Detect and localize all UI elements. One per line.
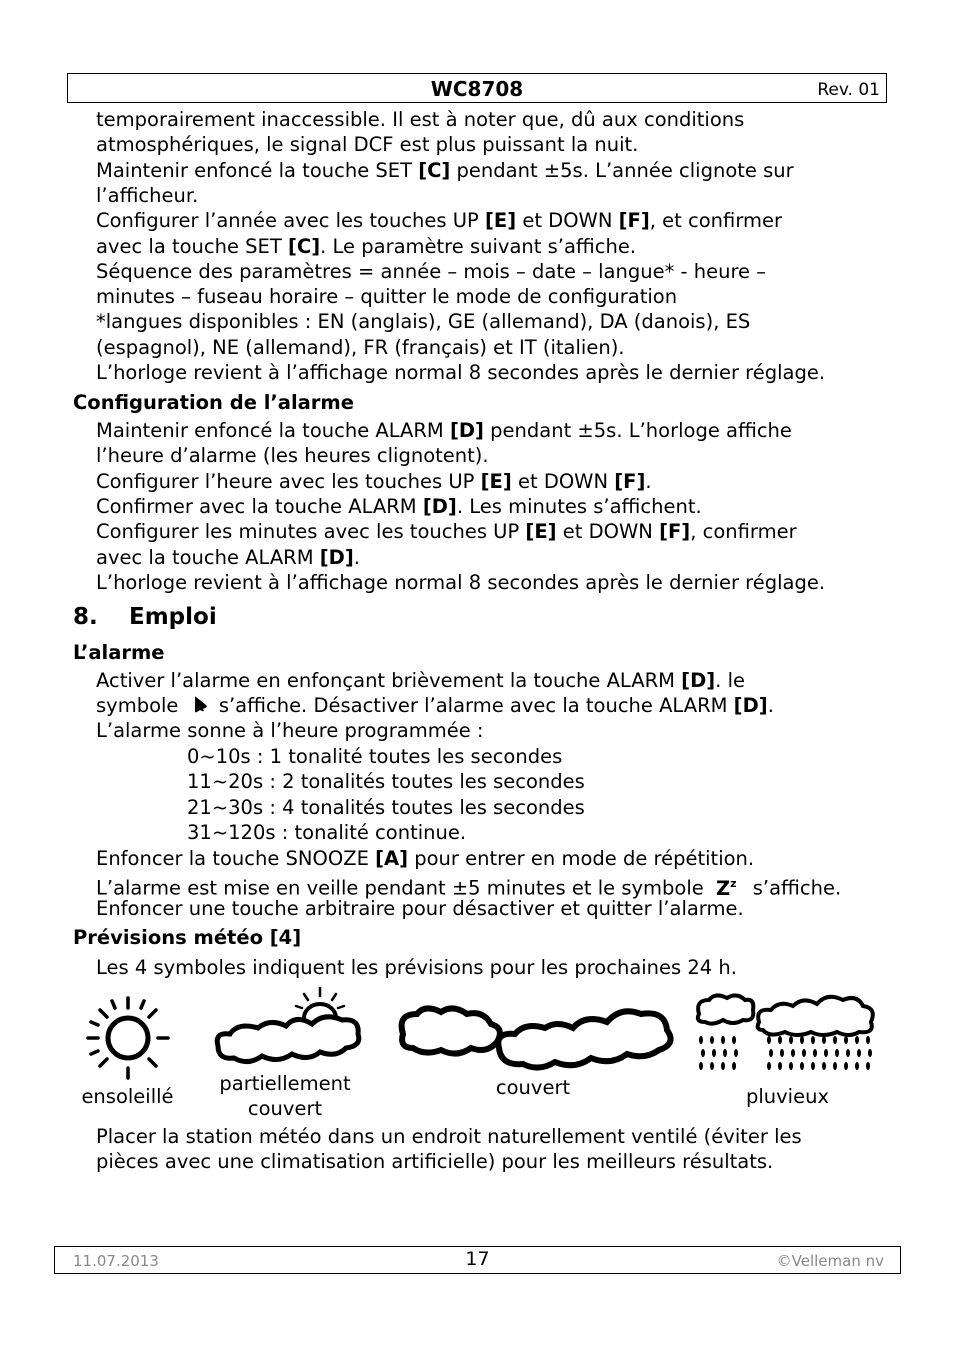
text-line: (espagnol), NE (allemand), FR (français) et IT (italien). <box>96 335 625 359</box>
text-line: Configurer l’année avec les touches UP [E] et DOWN [F], et confirmer <box>96 209 782 233</box>
rainy-caption: pluvieux <box>745 1085 829 1108</box>
raindrop <box>811 1036 815 1044</box>
raindrop <box>822 1036 826 1044</box>
cloudy-icon <box>395 1000 677 1078</box>
raindrop <box>855 1036 859 1044</box>
raindrop <box>800 1036 804 1044</box>
alarm-use-line <box>96 693 774 718</box>
revision-label: Rev. 01 <box>817 80 880 100</box>
text-line: avec la touche ALARM [D]. <box>96 545 360 569</box>
raindrop <box>789 1036 793 1044</box>
raindrop <box>767 1062 771 1070</box>
snooze-text: s’affiche. <box>746 876 842 900</box>
raindrop <box>844 1062 848 1070</box>
raindrop <box>712 1049 716 1057</box>
raindrop <box>699 1036 703 1044</box>
footer-date: 11.07.2013 <box>73 1252 159 1270</box>
raindrop <box>857 1049 861 1057</box>
raindrop <box>811 1062 815 1070</box>
raindrop <box>710 1062 714 1070</box>
raindrop <box>868 1049 872 1057</box>
section-number: 8. <box>73 604 98 630</box>
raindrop <box>789 1062 793 1070</box>
raindrop <box>813 1049 817 1057</box>
text-line: avec la touche SET [C]. Le paramètre suivant s’affiche. <box>96 234 637 258</box>
footer-copyright: ©Velleman nv <box>776 1252 884 1270</box>
raindrop <box>791 1049 795 1057</box>
text-line: l’afficheur. <box>96 183 199 207</box>
raindrop <box>780 1049 784 1057</box>
raindrop <box>800 1062 804 1070</box>
forecast-outro-line: Placer la station météo dans un endroit naturellement ventilé (éviter les <box>96 1125 802 1148</box>
raindrop <box>833 1036 837 1044</box>
alarm-use-text: symbole <box>96 694 185 717</box>
raindrop <box>701 1049 705 1057</box>
schedule-item: 31~120s : tonalité continue. <box>187 821 467 844</box>
text-line: l’heure d’alarme (les heures clignotent). <box>96 444 489 468</box>
text-line: Confirmer avec la touche ALARM [D]. Les minutes s’affichent. <box>96 494 702 518</box>
raindrop <box>721 1062 725 1070</box>
text-line: Maintenir enfoncé la touche ALARM [D] pendant ±5s. L’horloge affiche <box>96 419 792 442</box>
sun-icon <box>82 992 174 1084</box>
snooze-text: L’alarme est mise en veille pendant ±5 minutes et le symbole <box>96 876 710 900</box>
raindrop <box>824 1049 828 1057</box>
raindrop <box>835 1049 839 1057</box>
text-line: minutes – fuseau horaire – quitter le mode de configuration <box>96 285 678 309</box>
section-title <box>73 605 217 630</box>
raindrop <box>855 1062 859 1070</box>
raindrop <box>732 1036 736 1044</box>
raindrop <box>767 1036 771 1044</box>
end-alarm-line: Enfoncer une touche arbitraire pour désactiver et quitter l’alarme. <box>96 897 744 920</box>
alarm-config-heading: Configuration de l’alarme <box>73 391 354 414</box>
rainy-icon <box>693 992 883 1084</box>
sun-caption: ensoleillé <box>81 1085 174 1108</box>
text-line: Séquence des paramètres = année – mois – date – langue* - heure – <box>96 259 766 283</box>
forecast-outro-line: pièces avec une climatisation artificielle) pour les meilleurs résultats. <box>96 1150 774 1173</box>
text-line: Configurer l’heure avec les touches UP [E] et DOWN [F]. <box>96 469 652 493</box>
raindrop <box>734 1049 738 1057</box>
page-footer <box>54 1246 901 1274</box>
schedule-item: 0~10s : 1 tonalité toutes les secondes <box>187 745 563 768</box>
partly-cloudy-icon <box>212 984 364 1070</box>
text-line: *langues disponibles : EN (anglais), GE (allemand), DA (danois), ES <box>96 310 751 334</box>
partly-cloudy-caption: partiellement couvert <box>219 1072 351 1120</box>
alarm-use-text: s’affiche. Désactiver l’alarme avec la touche ALARM [D]. <box>212 694 774 717</box>
raindrop <box>710 1036 714 1044</box>
section-name: Emploi <box>129 604 217 630</box>
text-line: L’horloge revient à l’affichage normal 8 secondes après le dernier réglage. <box>96 361 826 384</box>
snooze-line: Enfoncer la touche SNOOZE [A] pour entrer en mode de répétition. <box>96 847 755 870</box>
raindrop <box>723 1049 727 1057</box>
forecast-intro: Les 4 symboles indiquent les prévisions pour les prochaines 24 h. <box>96 956 737 979</box>
raindrop <box>866 1062 870 1070</box>
raindrop <box>778 1036 782 1044</box>
text-line: L’horloge revient à l’affichage normal 8 secondes après le dernier réglage. <box>96 570 826 594</box>
raindrop <box>833 1062 837 1070</box>
page-header <box>67 73 887 103</box>
forecast-heading: Prévisions météo [4] <box>73 926 302 949</box>
raindrop <box>732 1062 736 1070</box>
schedule-item: 21~30s : 4 tonalités toutes les secondes <box>187 796 585 819</box>
page-number: 17 <box>465 1248 490 1270</box>
alarm-use-heading: L’alarme <box>73 641 165 664</box>
raindrop <box>846 1049 850 1057</box>
raindrop <box>699 1062 703 1070</box>
alarm-use-line: L’alarme sonne à l’heure programmée : <box>96 719 484 742</box>
text-line: Configurer les minutes avec les touches UP [E] et DOWN [F], confirmer <box>96 520 797 544</box>
bell-icon <box>191 695 211 715</box>
schedule-item: 11~20s : 2 tonalités toutes les secondes <box>187 770 585 793</box>
text-line: atmosphériques, le signal DCF est plus puissant la nuit. <box>96 133 639 157</box>
raindrop <box>802 1049 806 1057</box>
cloudy-caption: couvert <box>495 1076 571 1099</box>
alarm-use-line: Activer l’alarme en enfonçant brièvement la touche ALARM [D]. le <box>96 669 745 692</box>
text-line: temporairement inaccessible. Il est à noter que, dû aux conditions <box>96 108 745 131</box>
raindrop <box>844 1036 848 1044</box>
raindrop <box>721 1036 725 1044</box>
raindrop <box>822 1062 826 1070</box>
text-line: Maintenir enfoncé la touche SET [C] pendant ±5s. L’année clignote sur <box>96 158 794 182</box>
raindrop <box>769 1049 773 1057</box>
raindrop <box>778 1062 782 1070</box>
raindrop <box>866 1036 870 1044</box>
snooze-symbol-icon: $Z^z$ <box>715 876 737 900</box>
model-title: WC8708 <box>430 77 524 101</box>
